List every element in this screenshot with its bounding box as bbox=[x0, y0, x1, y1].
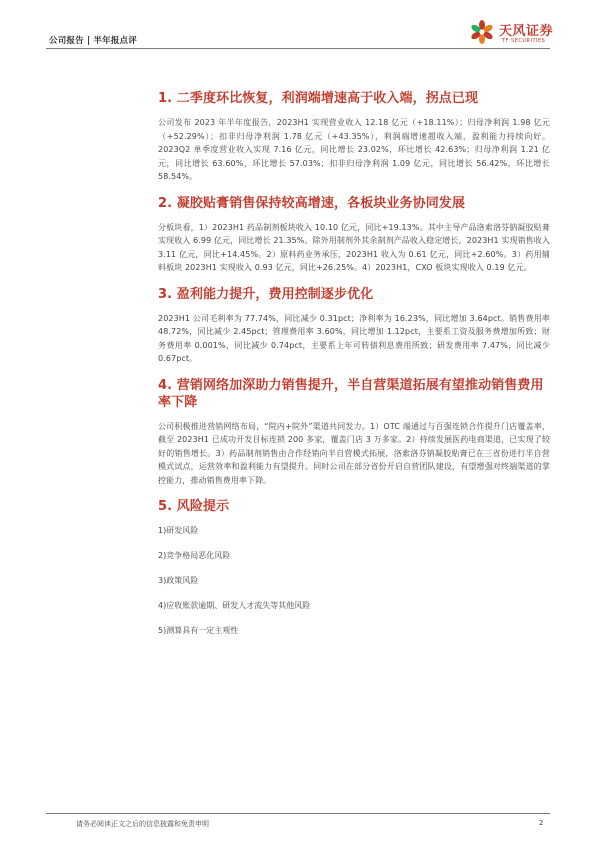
risk-item: 1)研发风险 bbox=[158, 526, 199, 535]
report-body bbox=[158, 84, 550, 650]
section-3-heading: 3. 盈利能力提升，费用控制逐步优化 bbox=[158, 286, 374, 302]
section-4-heading: 4. 营销网络加深助力销售提升，半自营渠道拓展有望推动销售费用率下降 bbox=[158, 377, 544, 410]
page-number: 2 bbox=[539, 819, 544, 827]
section-1-heading: 1. 二季度环比恢复，利润端增速高于收入端，拐点已现 bbox=[158, 91, 479, 106]
company-logo bbox=[468, 18, 552, 48]
risk-item: 3)政策风险 bbox=[158, 576, 199, 585]
footer-disclaimer: 请务必阅读正文之后的信息披露和免责申明 bbox=[76, 820, 209, 828]
section-4-paragraph: 公司积极推进营销网络布局，“院内+院外”渠道共同发力。1）OTC 端通过与百强连锁合作提升门店覆盖率，截至 2023H1 已成功开发目标连锁 200 多家，覆盖门店 3 万多家。2）持续发展医药电商渠道，已实现了较好的销售增长。3）药品制剂销售由合作经销向半自营模式拓展，洛索洛芬钠凝胶贴膏已在三省份进行半自营模式试点，运营效率和盈利能力有望提升。同时公司在部分省份开启自营团队建设，有望增强对终端渠道的掌控能力，推动销售费用率下降。 bbox=[158, 421, 550, 485]
section-5-heading: 5. 风险提示 bbox=[158, 499, 230, 514]
section-2-heading: 2. 凝胶贴膏销售保持较高增速，各板块业务协同发展 bbox=[158, 195, 466, 211]
risk-list bbox=[158, 525, 550, 637]
logo-mark-icon bbox=[468, 20, 498, 48]
logo-english-name: TF SECURITIES bbox=[502, 38, 546, 44]
risk-item: 5)测算具有一定主观性 bbox=[158, 626, 239, 635]
section-1-paragraph: 公司发布 2023 年半年度报告，2023H1 实现营业收入 12.18 亿元（+18.11%）；归母净利润 1.98 亿元（+52.29%）；扣非归母净利润 1.78 亿元（+43.35%），利润端增速超收入端，盈利能力持续向好。2023Q2 单季度营业收入实现 7.16 亿元，同比增长 23.02%，环比增长 42.63%；归母净利润 1.21 亿元，同比增长 63.60%，环比增长 57.03%；扣非归母净利润 1.09 亿元，同比增长 56.42%，环比增长 58.54%。 bbox=[158, 118, 550, 181]
risk-item: 2)竞争格局恶化风险 bbox=[158, 551, 231, 560]
section-2-paragraph: 分板块看，1）2023H1 药品制剂板块收入 10.10 亿元，同比+19.13%。其中主导产品洛索洛芬钠凝胶贴膏实现收入 6.99 亿元，同比增长 21.35%。除外用制剂外其余制剂产品收入稳定增长，2023H1 实现销售收入 3.11 亿元，同比+14.45%。2）原料药业务承压，2023H1 收入为 0.61 亿元，同比+2.60%。3）药用辅料板块 2023H1 实现收入 0.93 亿元，同比+26.25%。4）2023H1，CXO 板块实现收入 0.19 亿元。 bbox=[158, 222, 550, 272]
footer-divider bbox=[46, 813, 550, 814]
logo-name: 天风证券 bbox=[499, 24, 554, 39]
section-3-paragraph: 2023H1 公司毛利率为 77.74%，同比减少 0.31pct；净利率为 16.23%，同比增加 3.64pct。销售费用率 48.72%，同比减少 2.45pct；管理费用率 3.60%，同比增加 1.12pct，主要系工资及服务费增加所致；财务费用率 0.001%，同比减少 0.74pct，主要系上年可转债利息费用所致；研发费用率 7.47%，同比减少 0.67pct。 bbox=[158, 313, 550, 363]
report-type-header: 公司报告 | 半年报点评 bbox=[49, 36, 137, 46]
header-divider bbox=[46, 48, 550, 49]
risk-item: 4)应收账款逾期、研发人才流失等其他风险 bbox=[158, 601, 311, 610]
